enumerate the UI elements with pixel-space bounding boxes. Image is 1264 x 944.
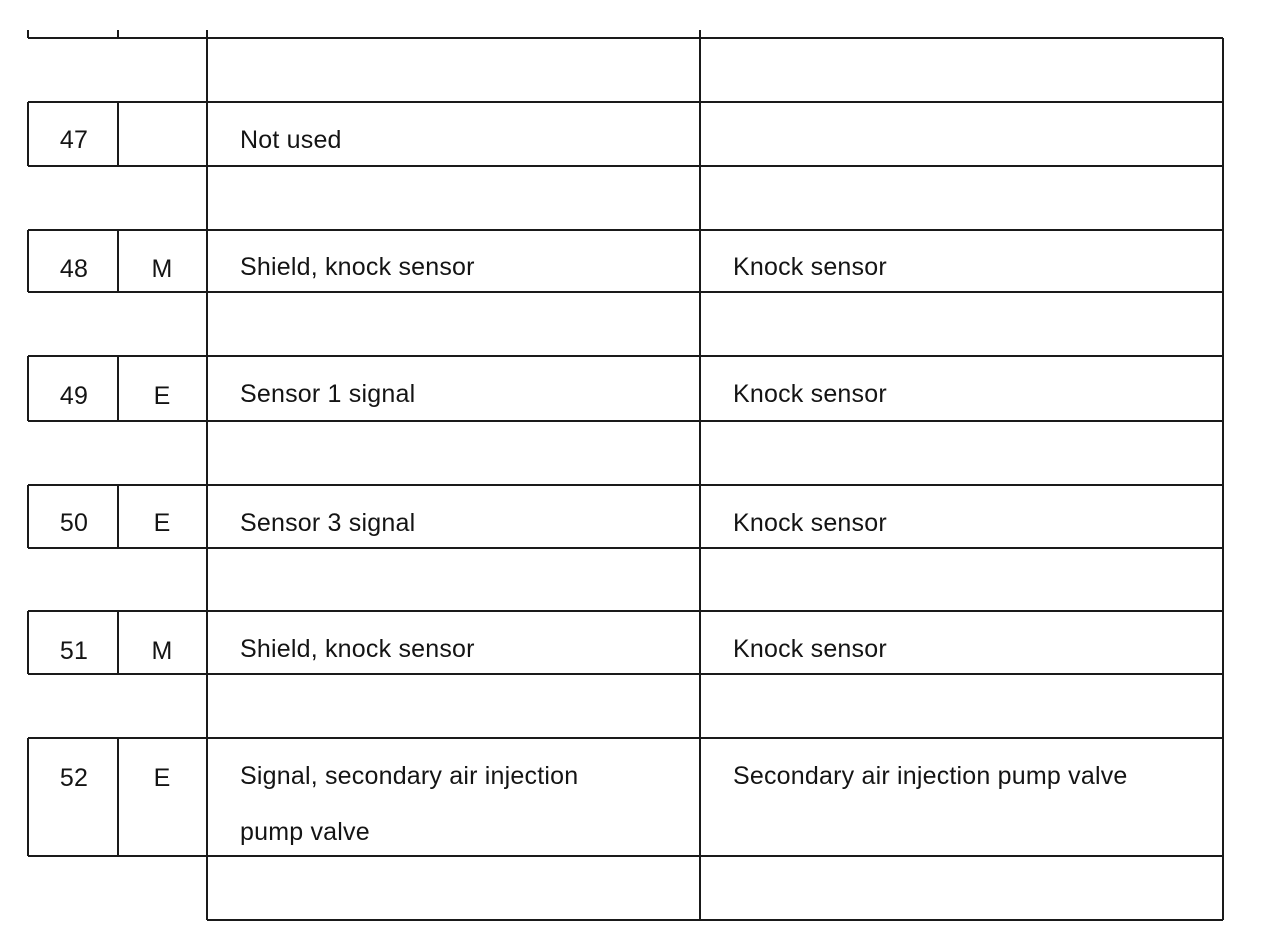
pin-number: 48 [59,255,89,283]
pin-component: Secondary air injection pump valve [733,762,1128,790]
pin-component: Knock sensor [733,380,887,408]
pin-type: E [153,382,171,410]
pin-number: 52 [59,764,89,792]
pin-component: Knock sensor [733,635,887,663]
pin-type: M [151,637,173,665]
pin-description: Shield, knock sensor [240,253,475,281]
pin-type: E [153,764,171,792]
pin-component: Knock sensor [733,253,887,281]
pin-description: Signal, secondary air injection [240,762,579,790]
pin-description: Sensor 3 signal [240,509,416,537]
pin-number: 47 [59,126,89,154]
pin-number: 50 [59,509,89,537]
pin-description-continued: pump valve [240,818,370,846]
pin-description: Not used [240,126,342,154]
pin-component: Knock sensor [733,509,887,537]
pin-number: 49 [59,382,89,410]
pin-type: M [151,255,173,283]
pin-number: 51 [59,637,89,665]
pin-type: E [153,509,171,537]
pin-description: Shield, knock sensor [240,635,475,663]
pin-description: Sensor 1 signal [240,380,416,408]
